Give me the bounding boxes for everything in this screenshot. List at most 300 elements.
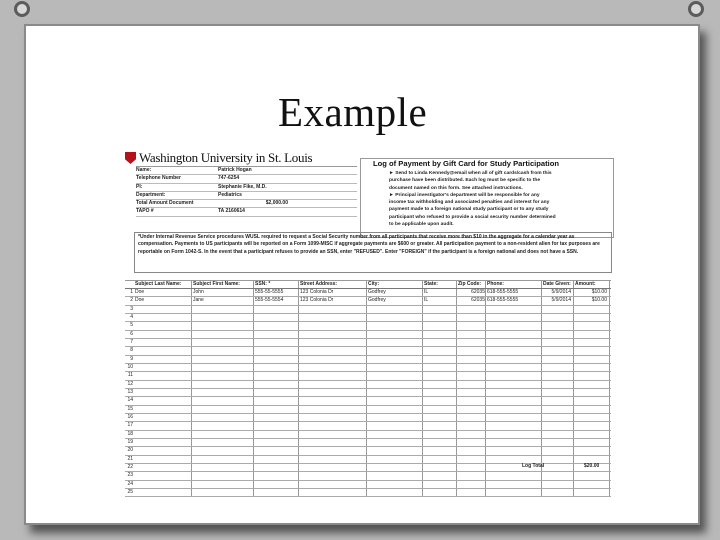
info-key: Department: [136, 191, 166, 198]
row-number: 18 [127, 430, 133, 437]
table-cell [299, 456, 367, 463]
table-cell [542, 422, 574, 429]
table-cell [367, 306, 423, 313]
table-cell [574, 331, 610, 338]
row-number: 2 [130, 297, 133, 304]
info-key: Telephone Number [136, 175, 181, 182]
table-cell [542, 397, 574, 404]
table-cell [192, 339, 254, 346]
table-cell: 618-555-5555 [486, 297, 542, 304]
info-row [136, 192, 357, 200]
table-cell [367, 314, 423, 321]
table-cell [423, 414, 457, 421]
table-cell [299, 406, 367, 413]
table-cell [299, 397, 367, 404]
instruction-line: payment made to a foreign national study participant or to any study [389, 207, 549, 213]
row-number: 20 [127, 447, 133, 454]
table-cell [192, 314, 254, 321]
table-cell [423, 472, 457, 479]
table-cell [574, 322, 610, 329]
table-cell [134, 431, 192, 438]
table-cell [254, 431, 299, 438]
table-cell [542, 472, 574, 479]
table-cell [542, 414, 574, 421]
slide-corner-ring-right [688, 1, 704, 17]
table-cell [192, 364, 254, 371]
row-number: 25 [127, 488, 133, 495]
table-cell [574, 356, 610, 363]
table-cell [457, 381, 486, 388]
table-cell [367, 356, 423, 363]
table-cell [254, 406, 299, 413]
info-row [136, 184, 357, 192]
table-cell [423, 314, 457, 321]
table-cell [457, 339, 486, 346]
row-number: 21 [127, 455, 133, 462]
table-cell [542, 347, 574, 354]
table-cell [192, 464, 254, 471]
info-value: $2,000.00 [265, 200, 288, 207]
table-cell [542, 364, 574, 371]
column-header: Date Given: [542, 281, 574, 288]
table-row [125, 406, 611, 414]
table-cell [367, 339, 423, 346]
table-row [125, 306, 611, 314]
row-number: 14 [127, 397, 133, 404]
column-header: Subject First Name: [192, 281, 254, 288]
table-cell [192, 406, 254, 413]
table-cell [574, 406, 610, 413]
table-cell [299, 322, 367, 329]
table-cell [367, 406, 423, 413]
table-cell [423, 481, 457, 488]
table-cell [457, 447, 486, 454]
table-cell [299, 431, 367, 438]
table-cell [254, 439, 299, 446]
table-cell [192, 372, 254, 379]
table-row [125, 364, 611, 372]
table-cell [423, 431, 457, 438]
table-cell [134, 314, 192, 321]
log-header-box [360, 158, 614, 238]
table-cell [299, 439, 367, 446]
table-cell [254, 456, 299, 463]
table-cell [134, 372, 192, 379]
table-cell [574, 364, 610, 371]
row-number: 11 [127, 372, 133, 379]
table-cell [542, 372, 574, 379]
payment-log-document [122, 147, 614, 495]
table-cell [457, 472, 486, 479]
table-cell [423, 406, 457, 413]
table-cell [486, 331, 542, 338]
table-cell [423, 364, 457, 371]
slide-title: Example [278, 89, 428, 135]
column-header: City: [367, 281, 423, 288]
row-number: 22 [127, 463, 133, 470]
table-cell [299, 481, 367, 488]
info-row [136, 208, 357, 216]
table-cell [574, 431, 610, 438]
table-cell [486, 472, 542, 479]
table-cell [574, 389, 610, 396]
table-cell [254, 464, 299, 471]
table-cell [299, 472, 367, 479]
table-cell [254, 306, 299, 313]
info-key: Total Amount Document [136, 200, 194, 207]
table-cell [299, 414, 367, 421]
table-cell: 123 Colonia Dr [299, 297, 367, 304]
table-cell [574, 372, 610, 379]
instruction-line: participant who refused to provide a social security number determined [389, 214, 556, 220]
info-key: PI: [136, 183, 143, 190]
table-cell [367, 372, 423, 379]
row-number: 24 [127, 480, 133, 487]
university-logo [125, 151, 349, 165]
table-cell [134, 464, 192, 471]
row-number: 8 [130, 347, 133, 354]
table-cell [457, 306, 486, 313]
table-cell [192, 389, 254, 396]
table-cell [457, 347, 486, 354]
column-header [125, 281, 134, 288]
table-cell: 618-555-5555 [486, 289, 542, 296]
table-cell [299, 331, 367, 338]
table-cell [134, 397, 192, 404]
table-cell [574, 314, 610, 321]
table-cell [254, 422, 299, 429]
table-cell [542, 406, 574, 413]
table-cell [367, 397, 423, 404]
table-cell [367, 431, 423, 438]
table-cell: 62035 [457, 289, 486, 296]
row-number: 17 [127, 422, 133, 429]
table-cell [192, 431, 254, 438]
table-cell [542, 389, 574, 396]
table-cell [134, 306, 192, 313]
table-row [125, 322, 611, 330]
table-cell: 555-55-5554 [254, 297, 299, 304]
table-cell [457, 464, 486, 471]
table-cell [457, 414, 486, 421]
table-cell: Jane [192, 297, 254, 304]
table-cell: 5/9/2014 [542, 297, 574, 304]
info-block [136, 166, 357, 217]
table-cell [457, 322, 486, 329]
table-cell [134, 422, 192, 429]
column-header: Subject Last Name: [134, 281, 192, 288]
table-cell [486, 406, 542, 413]
column-header: Street Address: [299, 281, 367, 288]
table-cell [574, 472, 610, 479]
table-cell [254, 472, 299, 479]
table-cell [192, 447, 254, 454]
table-cell [192, 347, 254, 354]
table-cell [299, 447, 367, 454]
row-number: 1 [130, 289, 133, 295]
row-number: 7 [130, 338, 133, 345]
table-cell [574, 381, 610, 388]
table-cell [457, 481, 486, 488]
table-cell [254, 447, 299, 454]
table-cell [367, 489, 423, 496]
table-cell [542, 314, 574, 321]
table-cell [192, 439, 254, 446]
table-cell [457, 406, 486, 413]
row-number: 5 [130, 322, 133, 329]
instruction-line: income tax withholding and associated penalties and interest for any [389, 200, 550, 206]
table-cell [367, 364, 423, 371]
table-cell [423, 422, 457, 429]
table-cell [192, 422, 254, 429]
table-cell [192, 356, 254, 363]
table-cell [574, 347, 610, 354]
table-cell [192, 397, 254, 404]
table-cell [486, 397, 542, 404]
table-cell [134, 489, 192, 496]
table-cell [574, 397, 610, 404]
instruction-line: ► Principal investigator's department will be responsible for any [389, 192, 540, 198]
table-row [125, 397, 611, 405]
table-cell: Godfrey [367, 289, 423, 296]
table-row [125, 389, 611, 397]
table-cell [367, 347, 423, 354]
table-cell [367, 481, 423, 488]
table-cell [457, 489, 486, 496]
slide-corner-ring-left [14, 1, 30, 17]
info-value: Pediatrics [218, 191, 242, 198]
table-row [125, 331, 611, 339]
table-row [125, 339, 611, 347]
table-cell: John [192, 289, 254, 296]
table-row [125, 289, 611, 297]
table-cell [192, 414, 254, 421]
table-cell: IL [423, 297, 457, 304]
row-number: 15 [127, 405, 133, 412]
row-number: 6 [130, 330, 133, 337]
irs-notice: *Under Internal Revenue Service procedures WUSL required to request a Social Security number from all participants that receive more than $10 in the aggregate for a calendar year as compensation. Payments to US participants will be reported on a Form 1099-MISC if aggregate payments are $600 or greater. All participation payment to a non-resident alien for tax purposes are reportable on Form 1042-S. In the event that a participant refuses to provide an SSN, enter "REFUSED". Enter "FOREIGN" if the participant is a foreign national and does not have a SSN. [134, 232, 612, 273]
log-total-value: $20.00 [584, 463, 600, 469]
table-cell [423, 347, 457, 354]
instruction-line: to be applicable upon audit. [389, 222, 454, 228]
table-cell [574, 422, 610, 429]
table-cell [192, 472, 254, 479]
table-cell [457, 372, 486, 379]
table-row [125, 481, 611, 489]
table-cell [299, 422, 367, 429]
table-cell [299, 464, 367, 471]
table-cell [299, 356, 367, 363]
table-cell [574, 439, 610, 446]
table-cell [486, 414, 542, 421]
table-header [125, 280, 611, 289]
table-cell [254, 322, 299, 329]
row-number: 9 [130, 355, 133, 362]
table-cell [254, 347, 299, 354]
table-cell [574, 447, 610, 454]
table-row [125, 489, 611, 497]
table-cell [254, 331, 299, 338]
table-cell: Doe [134, 297, 192, 304]
table-cell [457, 364, 486, 371]
table-cell [542, 447, 574, 454]
row-number: 3 [130, 305, 133, 312]
table-cell [423, 306, 457, 313]
table-cell [423, 447, 457, 454]
table-cell [254, 389, 299, 396]
table-cell [457, 456, 486, 463]
info-value: Patrick Hogan [218, 167, 252, 173]
table-cell [134, 356, 192, 363]
table-cell [254, 356, 299, 363]
table-cell [192, 481, 254, 488]
table-cell [542, 489, 574, 496]
table-cell [134, 322, 192, 329]
table-cell [486, 447, 542, 454]
table-cell [192, 381, 254, 388]
table-cell [542, 456, 574, 463]
table-cell [134, 481, 192, 488]
column-header: Phone: [486, 281, 542, 288]
info-row [136, 167, 357, 175]
table-cell: 62035 [457, 297, 486, 304]
table-row [125, 439, 611, 447]
table-cell: 123 Colonia Dr [299, 289, 367, 296]
table-cell [542, 431, 574, 438]
table-cell [486, 389, 542, 396]
info-key: TAPO # [136, 208, 154, 215]
table-cell [367, 322, 423, 329]
table-cell [134, 406, 192, 413]
table-cell [574, 481, 610, 488]
table-cell [254, 481, 299, 488]
table-cell [192, 489, 254, 496]
info-row [136, 200, 357, 208]
table-cell [254, 372, 299, 379]
table-cell: $10.00 [574, 297, 610, 304]
table-cell [574, 306, 610, 313]
table-cell [542, 381, 574, 388]
column-header: SSN: * [254, 281, 299, 288]
instruction-line: document named on this form. See attached instructions. [389, 185, 523, 191]
table-cell [367, 439, 423, 446]
table-cell [423, 356, 457, 363]
table-cell [367, 456, 423, 463]
table-cell [486, 339, 542, 346]
table-cell [574, 414, 610, 421]
table-row [125, 372, 611, 380]
table-cell [423, 456, 457, 463]
row-number: 13 [127, 388, 133, 395]
table-cell [574, 456, 610, 463]
table-cell [134, 472, 192, 479]
table-cell [299, 364, 367, 371]
table-row [125, 381, 611, 389]
table-cell [423, 439, 457, 446]
table-cell [134, 381, 192, 388]
table-cell [486, 306, 542, 313]
table-cell: IL [423, 289, 457, 296]
table-cell [192, 306, 254, 313]
table-cell: Doe [134, 289, 192, 296]
table-cell [367, 447, 423, 454]
table-row [125, 431, 611, 439]
table-row [125, 472, 611, 480]
row-number: 19 [127, 438, 133, 445]
table-cell [542, 306, 574, 313]
table-cell [457, 397, 486, 404]
table-cell: 5/9/2014 [542, 289, 574, 296]
row-number: 16 [127, 413, 133, 420]
table-cell [486, 422, 542, 429]
table-cell [423, 339, 457, 346]
column-header: Amount: [574, 281, 610, 288]
table-cell [457, 439, 486, 446]
table-cell [574, 489, 610, 496]
table-cell [367, 381, 423, 388]
table-cell [423, 372, 457, 379]
table-cell [542, 322, 574, 329]
table-cell [574, 339, 610, 346]
instructions [389, 170, 609, 228]
info-key: Name: [136, 167, 152, 173]
table-row [125, 356, 611, 364]
table-cell [457, 422, 486, 429]
instruction-line: purchase have been distributed. Each log must be specific to the [389, 178, 541, 184]
table-cell [254, 414, 299, 421]
table-cell: $10.00 [574, 289, 610, 296]
row-number: 12 [127, 380, 133, 387]
table-row [125, 347, 611, 355]
table-cell [299, 489, 367, 496]
table-cell [299, 339, 367, 346]
instruction-line: ► Send to Linda Kennedy@email when all of gift cards/cash from this [389, 171, 552, 176]
table-cell [299, 389, 367, 396]
table-cell [254, 314, 299, 321]
table-cell [423, 389, 457, 396]
table-cell [542, 439, 574, 446]
table-cell [542, 339, 574, 346]
table-cell [254, 489, 299, 496]
table-cell [367, 389, 423, 396]
table-cell [423, 331, 457, 338]
table-cell [486, 431, 542, 438]
column-header: Zip Code: [457, 281, 486, 288]
table-cell [134, 364, 192, 371]
table-cell [254, 397, 299, 404]
table-cell [486, 347, 542, 354]
table-cell [192, 456, 254, 463]
university-logo-text: Washington University in St. Louis [139, 150, 313, 165]
table-cell [299, 381, 367, 388]
info-value: TA 2160614 [218, 208, 245, 215]
table-cell [367, 472, 423, 479]
table-cell [134, 439, 192, 446]
table-cell: Godfrey [367, 297, 423, 304]
table-row [125, 414, 611, 422]
log-title: Log of Payment by Gift Card for Study Participation [373, 159, 560, 168]
table-cell [254, 364, 299, 371]
table-cell [134, 447, 192, 454]
table-cell [486, 372, 542, 379]
table-cell [457, 389, 486, 396]
table-cell [134, 347, 192, 354]
table-cell [254, 339, 299, 346]
table-cell [299, 347, 367, 354]
row-number: 4 [130, 313, 133, 320]
info-value: 747-6254 [218, 175, 240, 182]
table-cell [457, 431, 486, 438]
